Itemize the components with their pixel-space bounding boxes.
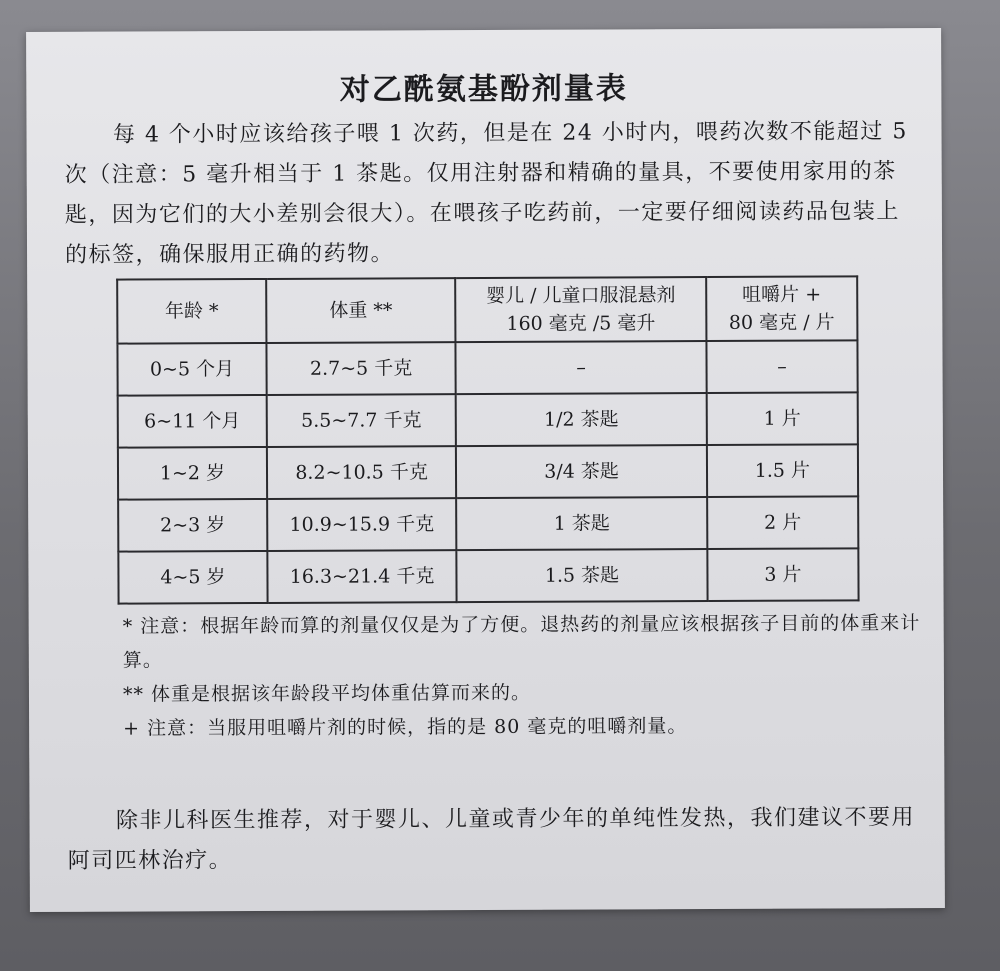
book-page (26, 28, 945, 912)
table-row (118, 496, 858, 551)
cell-weight: 10.9~15.9 千克 (267, 498, 457, 551)
cell-suspension: – (456, 341, 707, 394)
intro-paragraph: 每 4 个小时应该给孩子喂 1 次药，但是在 24 小时内，喂药次数不能超过 5 次（注意：5 毫升相当于 1 茶匙。仅用注射器和精确的量具，不要使用家用的茶匙，因为它们的大小差别会很大）。在喂孩子吃药前，一定要仔细阅读药品包装上的标签，确保服用正确的药物。 (64, 119, 908, 268)
cell-weight: 2.7~5 千克 (266, 342, 456, 395)
table-row (117, 340, 857, 395)
cell-age: 0~5 个月 (117, 343, 266, 396)
cell-chewable: 1.5 片 (707, 444, 858, 497)
cell-age: 1~2 岁 (118, 447, 267, 500)
cell-chewable: 1 片 (706, 392, 857, 445)
header-suspension (455, 277, 706, 342)
dosage-table (116, 275, 859, 604)
header-chewable-name: 咀嚼片 + (742, 283, 822, 306)
footnote-chewable: + 注意：当服用咀嚼片剂的时候，指的是 80 毫克的咀嚼剂量。 (123, 715, 688, 740)
page-title: 对乙酰氨基酚剂量表 (339, 71, 628, 108)
cell-weight: 16.3~21.4 千克 (267, 550, 457, 603)
cell-age: 2~3 岁 (118, 499, 267, 552)
footnotes (123, 606, 924, 745)
cell-weight: 8.2~10.5 千克 (267, 446, 457, 499)
footnote-weight: ** 体重是根据该年龄段平均体重估算而来的。 (122, 681, 532, 706)
table-header-row (117, 276, 857, 343)
cell-suspension: 1 茶匙 (456, 497, 707, 550)
header-suspension-name: 婴儿 / 儿童口服混悬剂 (485, 284, 676, 307)
cell-suspension: 1.5 茶匙 (457, 549, 708, 602)
table-row (118, 444, 858, 499)
header-age: 年龄 * (117, 279, 266, 344)
cell-weight: 5.5~7.7 千克 (267, 394, 457, 447)
header-chewable-strength: 80 毫克 / 片 (728, 311, 835, 334)
table-row (118, 392, 858, 447)
cell-suspension: 1/2 茶匙 (456, 393, 707, 446)
footnote-age: * 注意：根据年龄而算的剂量仅仅是为了方便。退热药的剂量应该根据孩子目前的体重来计算。 (122, 612, 921, 672)
header-chewable (706, 276, 857, 341)
closing-paragraph: 除非儿科医生推荐，对于婴儿、儿童或青少年的单纯性发热，我们建议不要用阿司匹林治疗。 (67, 805, 915, 874)
cell-chewable: 3 片 (707, 548, 858, 601)
table-row (118, 548, 858, 603)
cell-age: 4~5 岁 (118, 551, 267, 604)
cell-chewable: 2 片 (707, 496, 858, 549)
header-suspension-strength: 160 毫克 /5 毫升 (506, 312, 656, 335)
cell-age: 6~11 个月 (118, 395, 267, 448)
cell-chewable: – (706, 340, 857, 393)
header-weight: 体重 ** (266, 278, 456, 343)
cell-suspension: 3/4 茶匙 (456, 445, 707, 498)
